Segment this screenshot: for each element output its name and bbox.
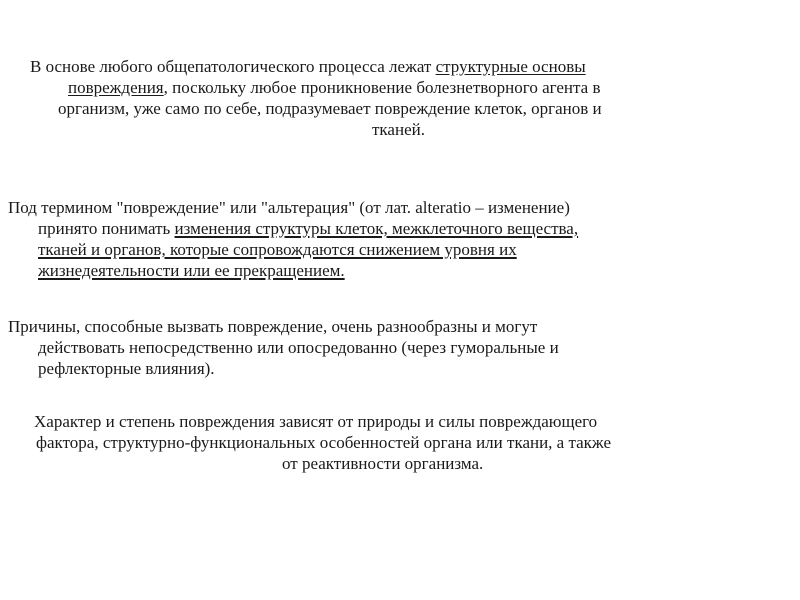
paragraph-causes [8,316,788,379]
paragraph-line: организм, уже само по себе, подразумевает повреждение клеток, органов и [58,99,602,118]
paragraph-alteration-definition [8,197,788,281]
text-run: , поскольку любое проникновение болезнетворного агента в [163,78,601,97]
paragraph-line: Характер и степень повреждения зависят от природы и силы повреждающего [34,412,598,431]
underlined-phrase: жизнедеятельности или ее прекращением. [38,261,345,280]
paragraph-line [8,260,788,281]
underlined-phrase: тканей и органов, которые сопровождаются снижением уровня их [38,240,517,259]
underlined-phrase: изменения структуры клеток, межклеточного вещества, [174,219,579,238]
paragraph-line: фактора, структурно-функциональных особенностей органа или ткани, а также [36,433,611,452]
paragraph-line: действовать непосредственно или опосредованно (через гуморальные и [38,338,559,357]
paragraph-damage-character [34,411,794,474]
paragraph-structural-basis [30,56,780,140]
paragraph-line [30,56,780,77]
paragraph-line [30,77,780,98]
paragraph-line: Под термином "повреждение" или "альтерация" (от лат. alteratio – изменение) [8,198,570,217]
underlined-phrase: структурные основы [435,57,586,76]
paragraph-line [8,218,788,239]
text-run: принято понимать [38,219,175,238]
paragraph-line [8,239,788,260]
paragraph-line: Причины, способные вызвать повреждение, очень разнообразны и могут [8,317,538,336]
paragraph-line: рефлекторные влияния). [38,359,215,378]
text-run: В основе любого общепатологического процесса лежат [30,57,436,76]
underlined-phrase: повреждения [68,78,164,97]
paragraph-line: от реактивности организма. [282,454,484,473]
paragraph-line: тканей. [372,120,425,139]
